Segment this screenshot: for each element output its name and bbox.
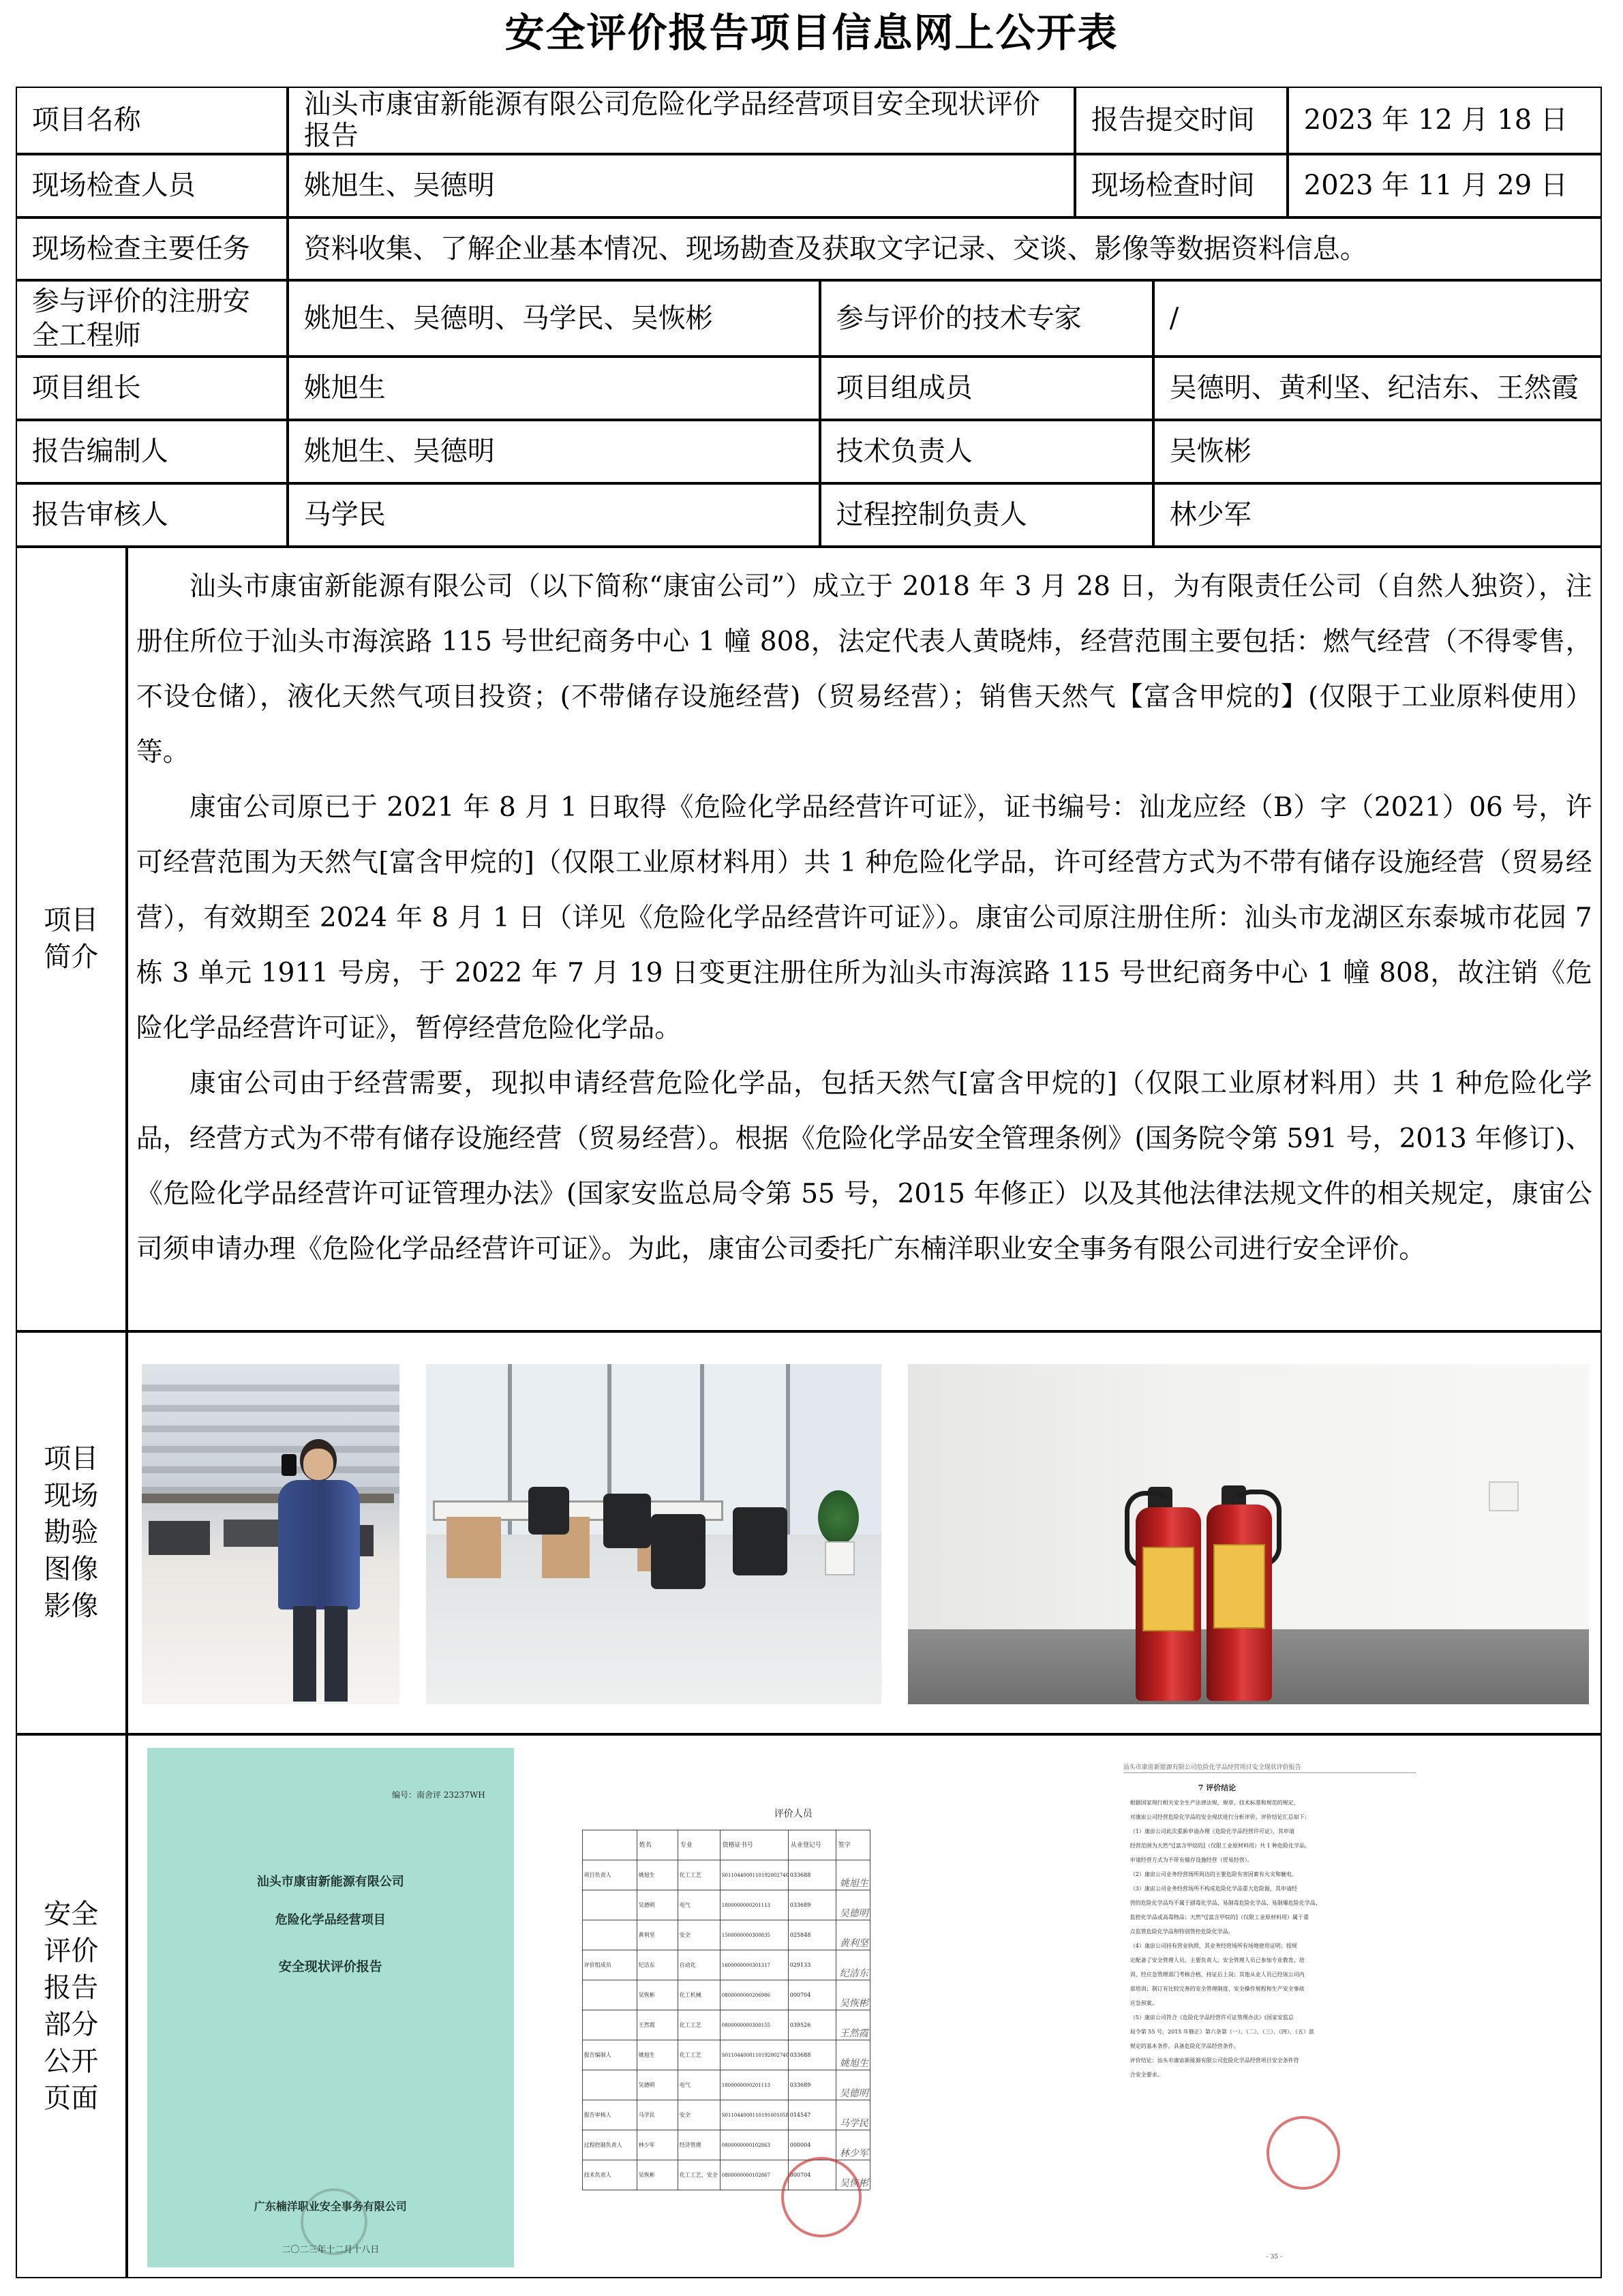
staff-table-hline <box>582 2070 870 2071</box>
staff-table-cell: 姚旭生 <box>638 1871 655 1878</box>
staff-table-cell: 0800000000300155 <box>721 2022 771 2028</box>
conclusion-line: 评价结论：汕头市康宙新能源有限公司危险化学品经营项目安全条件符 <box>1129 2057 1299 2064</box>
conclusion-line: 监控化学品或高毒物品；天然气[富含甲烷的]（仅限工业原材料用）属于重 <box>1129 1914 1309 1920</box>
staff-table-cell: 0800000000206986 <box>721 1992 771 1998</box>
staff-table-cell: 姚旭生 <box>638 2051 655 2058</box>
staff-table-cell: 000704 <box>789 2171 811 2178</box>
process-lead-value: 林少军 <box>1153 483 1602 547</box>
conclusion-line: （1）康宙公司此次重新申请办理《危险化学品经营许可证》，其申请 <box>1129 1828 1294 1834</box>
staff-table-cell: 电气 <box>679 1901 691 1908</box>
photos-label: 项目 现场 勘验 图像 影像 <box>16 1331 127 1734</box>
cover-company: 汕头市康宙新能源有限公司 <box>256 1874 404 1889</box>
members-label: 项目组成员 <box>820 357 1153 420</box>
staff-signature: 林少军 <box>839 2147 868 2159</box>
process-lead-label: 过程控制负责人 <box>820 483 1153 547</box>
conclusion-line: 合安全要求。 <box>1129 2071 1163 2078</box>
site-photo-fire-extinguishers <box>908 1364 1589 1704</box>
report-staff-page <box>549 1748 1054 2267</box>
reviewer-label: 报告审核人 <box>16 483 288 547</box>
cover-date: 二〇二三年十二月十八日 <box>282 2244 380 2255</box>
staff-table-header: 从业登记号 <box>790 1841 821 1849</box>
staff-table-vline <box>870 1830 871 2190</box>
staff-table-cell: 化工工艺 <box>679 1871 701 1878</box>
project-name-value: 汕头市康宙新能源有限公司危险化学品经营项目安全现状评价报告 <box>288 87 1075 154</box>
members-value: 吴德明、黄利坚、纪洁东、王然霞 <box>1153 357 1602 420</box>
staff-table-hline <box>582 2130 870 2131</box>
reviewer-value: 马学民 <box>288 483 820 547</box>
page-title: 安全评价报告项目信息网上公开表 <box>504 10 1119 56</box>
staff-page-title: 评价人员 <box>774 1808 813 1819</box>
staff-table-cell: 马学民 <box>638 2111 655 2118</box>
staff-table-cell: S011044000110191001058 <box>721 2112 789 2118</box>
leader-label: 项目组长 <box>16 357 288 420</box>
leader-value: 姚旭生 <box>288 357 820 420</box>
staff-table-cell: 033688 <box>789 1871 811 1878</box>
staff-table-vline <box>788 1830 789 2190</box>
staff-table-cell: 化工工艺 <box>679 2021 701 2028</box>
project-name-label: 项目名称 <box>16 87 288 154</box>
staff-table-vline <box>836 1830 837 2190</box>
staff-table-cell: 安全 <box>679 2111 691 2118</box>
intro-text <box>127 547 1602 1331</box>
conclusion-line: 经营范围为天然气[富含甲烷的]（仅限工业原材料用）共 1 种危险化学品， <box>1129 1842 1311 1849</box>
staff-table-cell: 电气 <box>679 2081 691 2088</box>
staff-table-cell: 过程控制负责人 <box>583 2141 622 2148</box>
staff-table-hline <box>582 1890 870 1891</box>
site-photo-office-desks <box>426 1364 881 1704</box>
submit-time-value: 2023 年 12 月 18 日 <box>1288 87 1602 154</box>
conclusion-line: 申请经营方式为不带有储存设施经营（贸易经营）。 <box>1129 1856 1253 1863</box>
staff-table-cell: 029133 <box>789 1961 811 1968</box>
conclusion-line: （3）康宙公司业务经营场所不构成危险化学品重大危险源，其申请经 <box>1129 1885 1297 1892</box>
conclusion-section: 7 评价结论 <box>1198 1783 1237 1792</box>
staff-signature: 吴恢彬 <box>839 2177 868 2189</box>
conclusion-line: 对康宙公司经营危险化学品的安全现状进行分析评价，评价结论汇总如下： <box>1129 1813 1310 1820</box>
staff-table-cell: 自动化 <box>679 1961 696 1968</box>
cover-org: 广东楠洋职业安全事务有限公司 <box>254 2199 407 2213</box>
staff-table-cell: 技术负责人 <box>583 2171 611 2178</box>
staff-table-cell: 033689 <box>789 2081 811 2088</box>
compiler-value: 姚旭生、吴德明 <box>288 420 820 483</box>
staff-table-header: 资格证书号 <box>722 1841 753 1849</box>
staff-table-header: 姓名 <box>639 1841 652 1849</box>
staff-table-cell: 1800000000201113 <box>721 1902 771 1908</box>
staff-table-cell: 化工机械 <box>679 1991 701 1998</box>
experts-value: / <box>1153 280 1602 357</box>
staff-table-cell: 吴恢彬 <box>638 2171 655 2178</box>
engineers-value: 姚旭生、吴德明、马学民、吴恢彬 <box>288 280 820 357</box>
staff-table-cell: 项目负责人 <box>583 1871 611 1878</box>
staff-table-hline <box>582 2010 870 2011</box>
conclusion-line: （4）康宙公司持有营业执照，其业务经营场所有场地使用证明；按规 <box>1129 1942 1297 1949</box>
intro-paragraph: 康宙公司原已于 2021 年 8 月 1 日取得《危险化学品经营许可证》，证书编号：汕龙应经（B）字（2021）06 号，许可经营范围为天然气[富含甲烷的]（仅限工业原材料用）共 1 种危险化学品，许可经营方式为不带有储存设施经营（贸易经营），有效期至 2024 年 8 月 1 日（详见《危险化学品经营许可证》）。康宙公司原注册住所：汕头市龙湖区东泰城市花园 7 栋 3 单元 1911 号房，于 2022 年 7 月 19 日变更注册住所为汕头市海滨路 115 号世纪商务中心 1 幢 808，故注销《危险化学品经营许可证》，暂停经营危险化学品。 <box>136 791 1592 1044</box>
staff-table-cell: 安全 <box>679 1931 691 1938</box>
staff-table-cell: 报告审核人 <box>583 2111 611 2118</box>
staff-table-cell: S011044000110192002740 <box>721 2052 789 2058</box>
conclusion-line: 训，经应急管理部门考核合格，持证后上岗；其他从业人员已经该公司内 <box>1129 1971 1305 1978</box>
staff-table-vline <box>637 1830 638 2190</box>
staff-signature: 姚旭生 <box>839 2057 868 2069</box>
main-task-label: 现场检查主要任务 <box>16 217 288 280</box>
engineers-label: 参与评价的注册安全工程师 <box>16 280 288 357</box>
report-pages <box>127 1734 1602 2278</box>
staff-stamp <box>781 2157 862 2237</box>
staff-table-cell: S011044000110192002740 <box>721 1872 789 1878</box>
staff-table-hline <box>582 1950 870 1951</box>
conclusion-line: 点监管危险化学品和特别管控危险化学品。 <box>1129 1928 1234 1935</box>
conclusion-page-number: - 35 - <box>1266 2253 1283 2261</box>
staff-signature: 吴德明 <box>839 2087 868 2099</box>
info-table <box>16 87 1603 2279</box>
report-conclusion-page <box>1082 1748 1580 2267</box>
staff-signature: 黄利坚 <box>839 1937 868 1949</box>
conclusion-line: （5）康宙公司符合《危险化学品经营许可证管理办法》(国家安监总 <box>1129 2014 1294 2021</box>
conclusion-line: 根据国家现行相关安全生产法律法规、规章、技术标准和规范的规定， <box>1129 1799 1299 1806</box>
staff-table-cell: 黄利坚 <box>638 1931 655 1938</box>
staff-table-cell: 1500000000300835 <box>721 1932 771 1938</box>
staff-table-hline <box>582 2100 870 2101</box>
staff-table-cell: 025848 <box>789 1931 811 1938</box>
site-photos <box>127 1331 1602 1734</box>
compiler-label: 报告编制人 <box>16 420 288 483</box>
staff-table-cell: 纪洁东 <box>638 1961 655 1968</box>
conclusion-line: （2）康宙公司业务经营场所周边的主要危险有害因素有火灾和触电。 <box>1129 1871 1297 1877</box>
staff-table-cell: 0800000000102867 <box>721 2172 771 2178</box>
staff-table-cell: 经济管理 <box>679 2141 701 2148</box>
staff-table-cell: 林少军 <box>638 2141 655 2148</box>
staff-table-cell: 1600000000301317 <box>721 1962 771 1968</box>
staff-table-cell: 000004 <box>789 2141 811 2148</box>
cover-number: 编号：南舍评 23237WH <box>391 1789 485 1800</box>
conclusion-stamp <box>1266 2116 1340 2190</box>
staff-table-header: 专业 <box>680 1841 693 1849</box>
staff-table-hline <box>582 1980 870 1981</box>
staff-table-cell: 报告编制人 <box>583 2051 611 2058</box>
staff-table-cell: 吴德明 <box>638 1901 655 1908</box>
intro-label: 项目 简介 <box>16 547 127 1331</box>
conclusion-line: 应急预案。 <box>1129 1999 1157 2006</box>
staff-table-cell: 000704 <box>789 1991 811 1998</box>
inspectors-label: 现场检查人员 <box>16 154 288 217</box>
cover-report: 安全现状评价报告 <box>278 1959 382 1974</box>
staff-signature: 吴恢彬 <box>839 1997 868 2009</box>
staff-table-hline <box>582 2040 870 2041</box>
staff-table-cell: 吴恢彬 <box>638 1991 655 1998</box>
conclusion-line: 定配备了安全管理人员，主要负责人、安全管理人员已参加专业教育、培 <box>1129 1957 1305 1963</box>
intro-paragraph: 汕头市康宙新能源有限公司（以下简称“康宙公司”）成立于 2018 年 3 月 28 日，为有限责任公司（自然人独资），注册住所位于汕头市海滨路 115 号世纪商务中心 1 幢 808，法定代表人黄晓炜，经营范围主要包括：燃气经营（不得零售，不设仓储），液化天然气项目投资；(不带储存设施经营)（贸易经营）；销售天然气【富含甲烷的】(仅限于工业原料使用）等。 <box>136 571 1592 768</box>
inspect-time-label: 现场检查时间 <box>1075 154 1288 217</box>
staff-signature: 吴德明 <box>839 1907 868 1919</box>
staff-signature: 王然霞 <box>839 2027 868 2039</box>
site-photo-office-inspector <box>142 1364 399 1704</box>
staff-table-header: 签字 <box>838 1841 851 1849</box>
inspectors-value: 姚旭生、吴德明 <box>288 154 1075 217</box>
tech-lead-label: 技术负责人 <box>820 420 1153 483</box>
staff-table-cell: 化工工艺 <box>679 2051 701 2058</box>
conclusion-line: 营的危险化学品均不属于剧毒化学品、易制毒危险化学品、易制爆危险化学品、 <box>1129 1899 1321 1906</box>
conclusion-line: 部培训；制订有比较完善的安全管理制度、安全操作规程和生产安全事故 <box>1129 1985 1305 1992</box>
conclusion-line: 局令第 55 号，2015 年修正）第六条第（一）、（二）、（三）、（四）、（五）款 <box>1129 2028 1314 2035</box>
staff-signature: 纪洁东 <box>839 1967 868 1979</box>
staff-table-cell: 评价组成员 <box>583 1961 611 1968</box>
staff-table-cell: 039526 <box>789 2021 811 2028</box>
staff-table-vline <box>582 1830 583 2190</box>
staff-signature: 马学民 <box>839 2117 868 2129</box>
staff-table-cell: 吴德明 <box>638 2081 655 2088</box>
intro-paragraph: 康宙公司由于经营需要，现拟申请经营危险化学品，包括天然气[富含甲烷的]（仅限工业原材料用）共 1 种危险化学品，经营方式为不带有储存设施经营（贸易经营）。根据《危险化学品安全管理条例》(国务院令第 591 号，2013 年修订)、《危险化学品经营许可证管理办法》(国家安监总局令第 55 号，2015 年修正）以及其他法律法规文件的相关规定，康宙公司须申请办理《危险化学品经营许可证》。为此，康宙公司委托广东楠洋职业安全事务有限公司进行安全评价。 <box>136 1068 1592 1265</box>
staff-table-vline <box>720 1830 721 2190</box>
conclusion-line: 规定的基本条件，具备危险化学品经营条件。 <box>1129 2042 1239 2049</box>
experts-label: 参与评价的技术专家 <box>820 280 1153 357</box>
tech-lead-value: 吴恢彬 <box>1153 420 1602 483</box>
staff-table-hline <box>582 1860 870 1861</box>
cover-project: 危险化学品经营项目 <box>275 1912 386 1927</box>
report-cover-page <box>147 1748 514 2267</box>
inspect-time-value: 2023 年 11 月 29 日 <box>1288 154 1602 217</box>
conclusion-header: 汕头市康宙新能源有限公司危险化学品经营项目安全现状评价报告 <box>1123 1764 1301 1771</box>
staff-table-cell: 化工工艺、安全 <box>679 2171 718 2178</box>
staff-table-hline <box>582 1920 870 1921</box>
pages-label: 安全 评价 报告 部分 公开 页面 <box>16 1734 127 2278</box>
staff-table-cell: 0800000000102863 <box>721 2142 771 2148</box>
staff-table-cell: 033689 <box>789 1901 811 1908</box>
staff-table-cell: 王然霞 <box>638 2021 655 2028</box>
staff-table-vline <box>678 1830 679 2190</box>
staff-table-hline <box>582 1830 870 1831</box>
submit-time-label: 报告提交时间 <box>1075 87 1288 154</box>
staff-signature: 姚旭生 <box>839 1877 868 1889</box>
staff-table-cell: 1800000000201113 <box>721 2082 771 2088</box>
main-task-value: 资料收集、了解企业基本情况、现场勘查及获取文字记录、交谈、影像等数据资料信息。 <box>288 217 1602 280</box>
staff-table-cell: 033688 <box>789 2051 811 2058</box>
staff-table-cell: 014547 <box>789 2111 811 2118</box>
